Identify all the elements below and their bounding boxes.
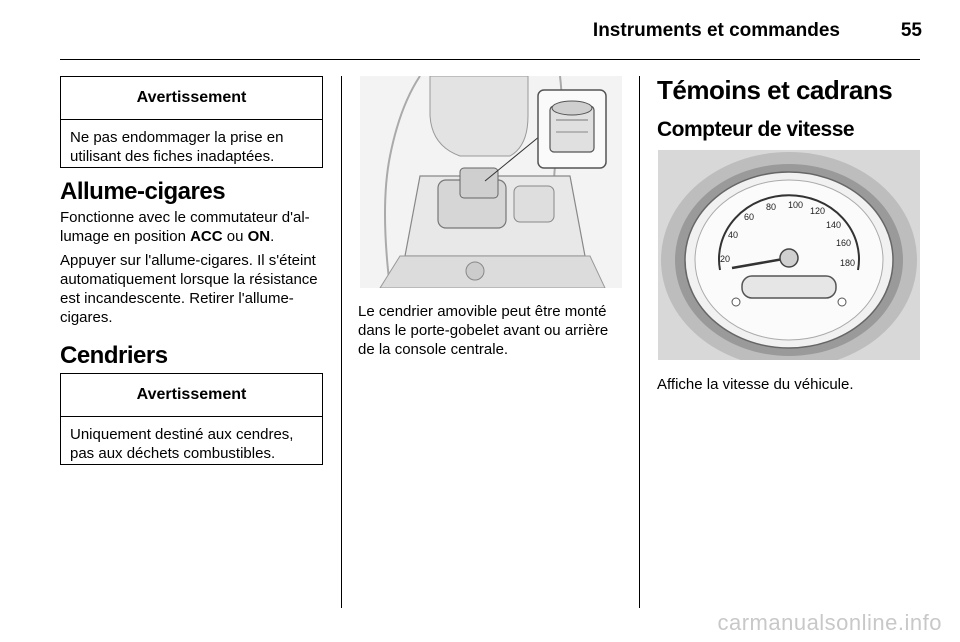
running-header-title: Instruments et commandes <box>592 20 840 41</box>
on-label: ON <box>247 228 271 245</box>
warning-body: Uniquement destiné aux cendres, pas aux déchets combustibles. <box>70 426 294 462</box>
warning-body: Ne pas endommager la prise en utilisant des fiches inadaptées. <box>70 129 284 165</box>
heading-allume-cigares: Allume-cigares <box>60 178 226 205</box>
heading-compteur-vitesse: Compteur de vitesse <box>657 118 855 141</box>
tick-label: 180 <box>840 258 856 268</box>
tick-label: 20 <box>720 254 731 264</box>
needle-hub <box>780 249 798 267</box>
caption-ashtray: Le cendrier amovible peut être monté dans le porte-gobelet avant ou arrière de la console centrale. <box>358 303 609 358</box>
tick-label: 160 <box>836 238 852 248</box>
paragraph-allume-function: Fonctionne avec le commutateur d'allumage en position ACC ou ON. <box>60 209 310 245</box>
watermark: carmanualsonline.info <box>717 610 942 635</box>
ashtray-console-illustration <box>360 76 622 288</box>
heading-temoins-cadrans: Témoins et cadrans <box>657 75 893 105</box>
header-rule <box>60 59 920 60</box>
tick-label: 60 <box>744 212 755 222</box>
indicator-lamp <box>838 298 846 306</box>
trip-reset-knob <box>732 298 740 306</box>
column-divider-right <box>639 76 640 608</box>
warning-box-socket <box>60 76 323 168</box>
tick-label: 120 <box>810 206 826 216</box>
speedometer-illustration <box>658 150 920 360</box>
warning-title: Avertissement <box>61 77 322 120</box>
odometer-display <box>742 276 836 298</box>
page-number: 55 <box>900 20 922 41</box>
warning-title: Avertissement <box>61 374 322 417</box>
speedometer-drawing <box>658 150 920 360</box>
tick-label: 40 <box>728 230 739 240</box>
tick-label: 80 <box>766 202 777 212</box>
ashtray-console-drawing <box>360 76 622 288</box>
tick-label: 100 <box>788 200 804 210</box>
heading-cendriers: Cendriers <box>60 342 168 369</box>
warning-box-ashtray <box>60 373 323 465</box>
tick-label: 140 <box>826 220 842 230</box>
acc-label: ACC <box>190 228 223 245</box>
caption-speedometer: Affiche la vitesse du véhicule. <box>657 376 854 393</box>
column-divider-left <box>341 76 342 608</box>
paragraph-allume-usage: Appuyer sur l'allume-cigares. Il s'éteint automatiquement lorsque la résistance est incandescente. Retirer l'allume-cigares. <box>60 252 318 326</box>
